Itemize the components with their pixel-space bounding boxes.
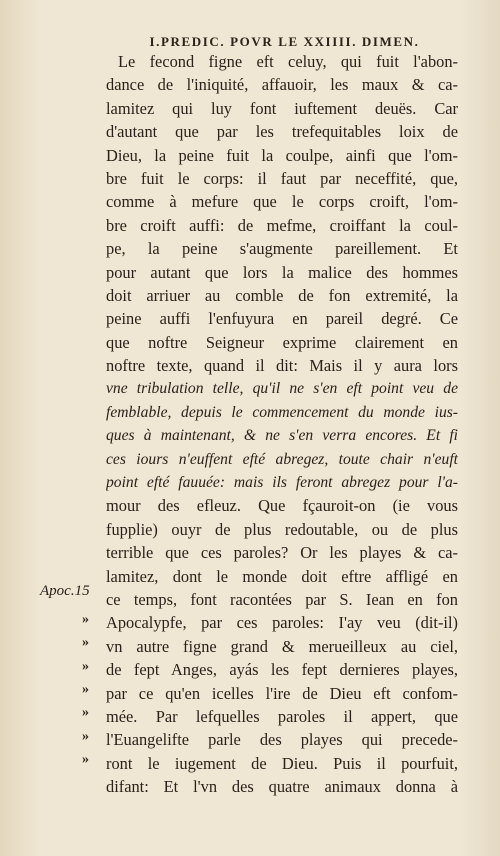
text-line: par ce qu'en icelles l'ire de Dieu eft confom- (106, 683, 458, 703)
quote-mark: » (82, 705, 89, 720)
text-line: terrible que ces paroles? Or les playes & ca- (106, 543, 458, 563)
quote-mark: » (82, 682, 89, 697)
quote-mark: » (82, 635, 89, 650)
text-line: mour des efleuz. Que fçauroit-on (ie vous (106, 496, 458, 516)
text-line: pour autant que lors la malice des hommes (106, 262, 458, 282)
text-line: pe, la peine s'augmente pareillement. Et (106, 239, 458, 259)
text-line: ces iours n'euffent efté abregez, toute chair n'euft (106, 450, 458, 468)
text-line: difant: Et l'vn des quatre animaux donna à (106, 777, 458, 797)
text-line: fupplie) ouyr de plus redoutable, ou de plus (106, 519, 458, 539)
text-line: lamitez, dont le monde doit eftre affligé en (106, 566, 458, 586)
text-line: vn autre figne grand & merueilleux au ciel, (106, 636, 458, 656)
text-line: que noftre Seigneur exprime clairement en (106, 332, 458, 352)
quote-mark: » (82, 752, 89, 767)
page-body (106, 50, 458, 799)
text-line: ront le iugement de Dieu. Puis il pourfuit, (106, 753, 458, 773)
text-line: bre fuit le corps: il faut par neceffité, que, (106, 168, 458, 188)
text-line: lamitez qui luy font iuftement deuës. Car (106, 98, 458, 118)
quote-mark: » (82, 612, 89, 627)
text-line: Le fecond figne eft celuy, qui fuit l'abon- (118, 52, 458, 71)
text-line: de fept Anges, ayás les fept dernieres playes, (106, 660, 458, 680)
text-line: peine auffi l'enfuyura en pareil degré. Ce (106, 309, 458, 329)
text-line: Dieu, la peine fuit la coulpe, ainfi que l'om- (106, 145, 458, 165)
running-head: I.PREDIC. POVR LE XXIIII. DIMEN. (149, 34, 420, 49)
margin-reference: Apoc.15 (40, 583, 90, 599)
text-line: noftre texte, quand il dit: Mais il y aura lors (106, 356, 458, 376)
text-line: doit arriuer au comble de fon extremité, la (106, 285, 458, 305)
text-line: l'Euangelifte parle des playes qui precede- (106, 730, 458, 750)
text-line: vne tribulation telle, qu'il ne s'en eft point veu de (106, 380, 458, 398)
text-line: d'autant que par les trefequitables loix de (106, 122, 458, 142)
text-line: ques à maintenant, & ne s'en verra encores. Et fi (106, 427, 458, 445)
text-line: comme à mefure que le corps croift, l'om- (106, 192, 458, 212)
text-line: bre croift auffi: de mefme, croiffant la coul- (106, 215, 458, 235)
quote-mark: » (82, 729, 89, 744)
text-line: femblable, depuis le commencement du monde ius- (106, 403, 458, 421)
text-line: Apocalypfe, par ces paroles: I'ay veu (dit-il) (106, 613, 458, 633)
text-line: ce temps, font racontées par S. Iean en fon (106, 589, 458, 609)
text-line: mée. Par lefquelles paroles il appert, que (106, 706, 458, 726)
text-line: point efté fauuée: mais ils feront abregez pour l'a- (106, 474, 458, 492)
text-line: dance de l'iniquité, affauoir, les maux & ca- (106, 75, 458, 95)
quote-mark: » (82, 659, 89, 674)
